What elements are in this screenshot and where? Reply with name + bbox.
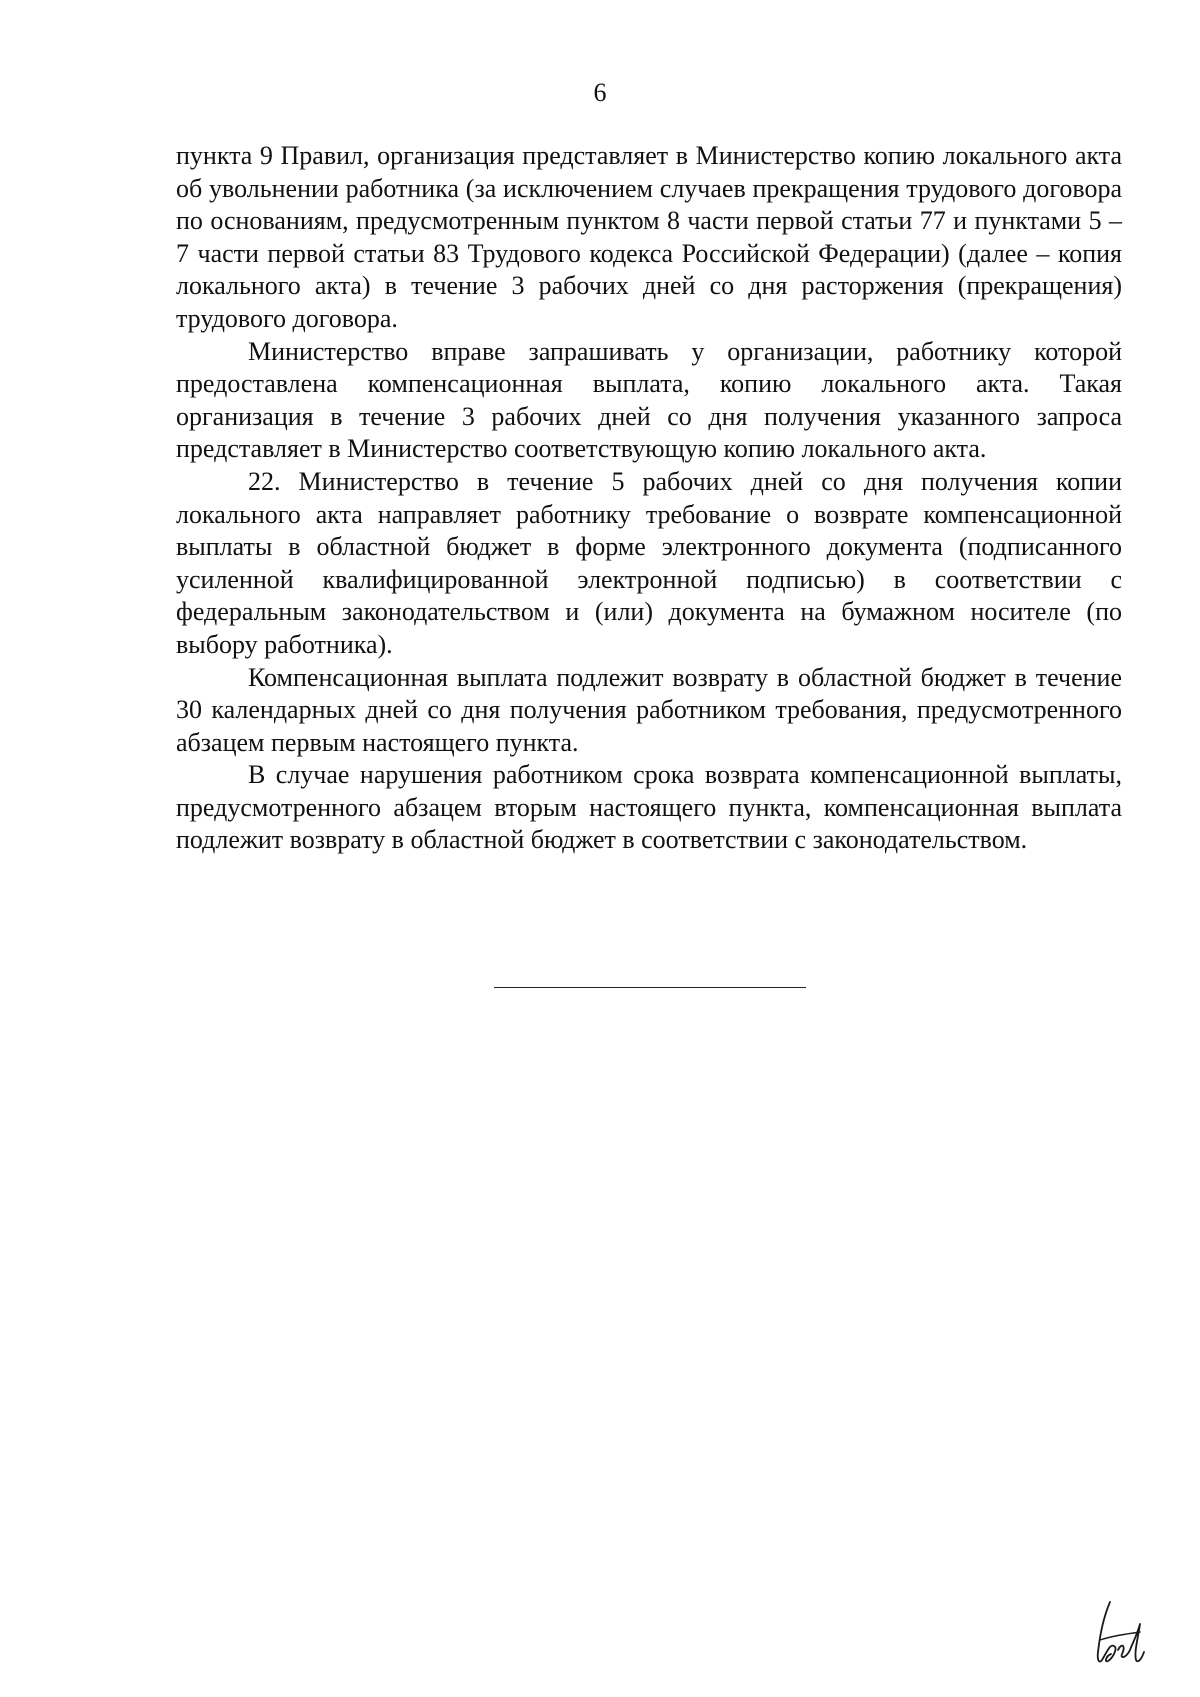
paragraph-deadline-violation: В случае нарушения работником срока возврата компенсационной выплаты, предусмотренного абзацем вторым настоящего пункта, компенсационная выплата подлежит возврату в областной бюджет в соответствии с законодательством. [176,760,1122,855]
paragraph-item-22: 22. Министерство в течение 5 рабочих дней со дня получения копии локального акта направляет работнику требование о возврате компенсационной выплаты в областной бюджет в форме электронного документа (подписанного усиленной квалифицированной электронной подписью) в соответствии с федеральным законодательством и (или) документа на бумажном носителе (по выбору работника). [176,466,1122,659]
handwritten-initials-signature [1080,1594,1160,1674]
paragraph-ministry-request: Министерство вправе запрашивать у организации, работнику которой предоставлена компенсационная выплата, копию локального акта. Такая организация в течение 3 рабочих дней со дня получения указанного запроса представляет в Министерство соответствующую копию локального акта. [176,336,1122,464]
page-number: 6 [593,78,607,107]
paragraph-continuation: пункта 9 Правил, организация представляет в Министерство копию локального акта об увольнении работника (за исключением случаев прекращения трудового договора по основаниям, предусмотренным пунктом 8 части первой статьи 77 и пунктами 5 – 7 части первой статьи 83 Трудового кодекса Российской Федерации) (далее – копия локального акта) в течение 3 рабочих дней со дня расторжения (прекращения) трудового договора. [176,141,1122,333]
end-divider-line [494,987,806,988]
document-body [176,140,1122,857]
paragraph-refund-deadline: Компенсационная выплата подлежит возврату в областной бюджет в течение 30 календарных дней со дня получения работником требования, предусмотренного абзацем первым настоящего пункта. [176,662,1122,757]
